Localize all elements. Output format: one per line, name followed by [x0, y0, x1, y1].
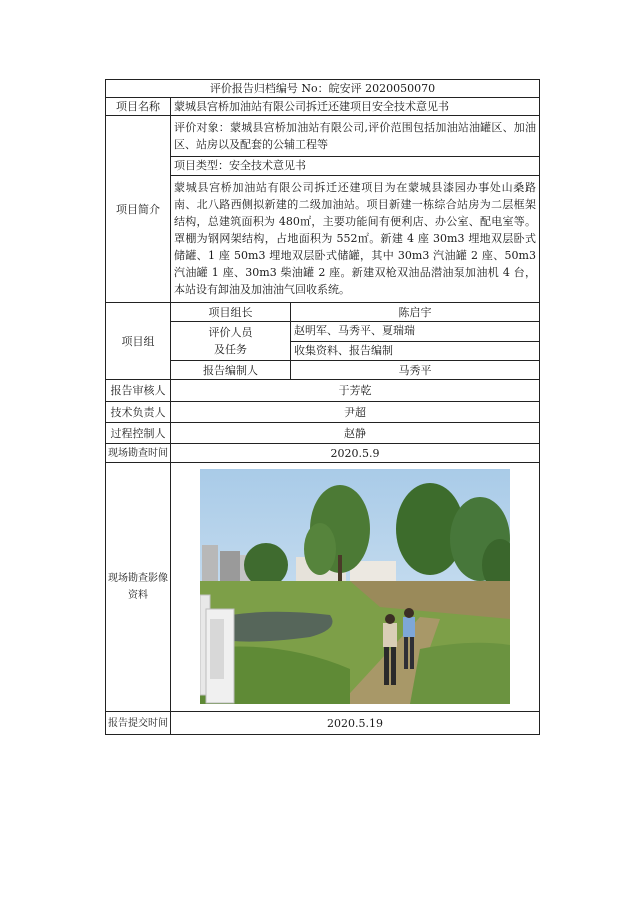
archive-number: 评价报告归档编号 No：皖安评 2020050070	[105, 79, 540, 98]
report-auditor-value: 于芳乾	[170, 379, 540, 402]
report-writer-value: 马秀平	[290, 360, 540, 380]
team-leader-value: 陈启宇	[290, 302, 540, 322]
survey-photo-label: 现场勘查影像资料	[105, 462, 171, 712]
project-name-value: 蒙城县宫桥加油站有限公司拆迁还建项目安全技术意见书	[170, 97, 540, 116]
technical-lead-value: 尹超	[170, 401, 540, 423]
tasks-value: 收集资料、报告编制	[290, 341, 540, 361]
survey-time-value: 2020.5.9	[170, 443, 540, 463]
evaluators-label-line1: 评价人员	[208, 326, 253, 339]
project-name-label: 项目名称	[105, 97, 171, 116]
site-survey-photo	[200, 469, 510, 704]
process-controller-value: 赵静	[170, 422, 540, 444]
survey-time-label: 现场勘查时间	[105, 443, 171, 463]
submit-time-label: 报告提交时间	[105, 711, 171, 735]
process-controller-label: 过程控制人	[105, 422, 171, 444]
report-auditor-label: 报告审核人	[105, 379, 171, 402]
report-writer-label: 报告编制人	[170, 360, 291, 380]
project-team-label: 项目组	[105, 302, 171, 380]
evaluators-value: 赵明军、马秀平、夏瑞瑞	[290, 321, 540, 342]
site-photo-illustration	[200, 469, 510, 704]
project-description: 蒙城县宫桥加油站有限公司拆迁还建项目为在蒙城县漆园办事处山桑路南、北八路西侧拟新建的二级加油站。项目新建一栋综合站房为二层框架结构，总建筑面积为 480㎡，主要功能间有便利店、办公室、配电室等。罩棚为钢网架结构，占地面积为 552㎡。新建 4 座 30m3 埋地双层卧式储罐、1 座 50m3 埋地双层卧式储罐，其中 30m3 汽油罐 2 座、50m3 汽油罐 1 座、30m3 柴油罐 2 座。新建双枪双油品潜油泵加油机 4 台，本站设有卸油及加油油气回收系统。	[170, 175, 540, 303]
project-type: 项目类型：安全技术意见书	[170, 156, 540, 176]
submit-time-value: 2020.5.19	[170, 711, 540, 735]
technical-lead-label: 技术负责人	[105, 401, 171, 423]
evaluation-object: 评价对象：蒙城县宫桥加油站有限公司,评价范围包括加油站油罐区、加油区、站房以及配套的公辅工程等	[170, 115, 540, 157]
evaluators-label	[170, 321, 291, 361]
team-leader-label: 项目组长	[170, 302, 291, 322]
evaluators-label-line2: 及任务	[214, 343, 247, 356]
project-intro-label: 项目简介	[105, 115, 171, 303]
